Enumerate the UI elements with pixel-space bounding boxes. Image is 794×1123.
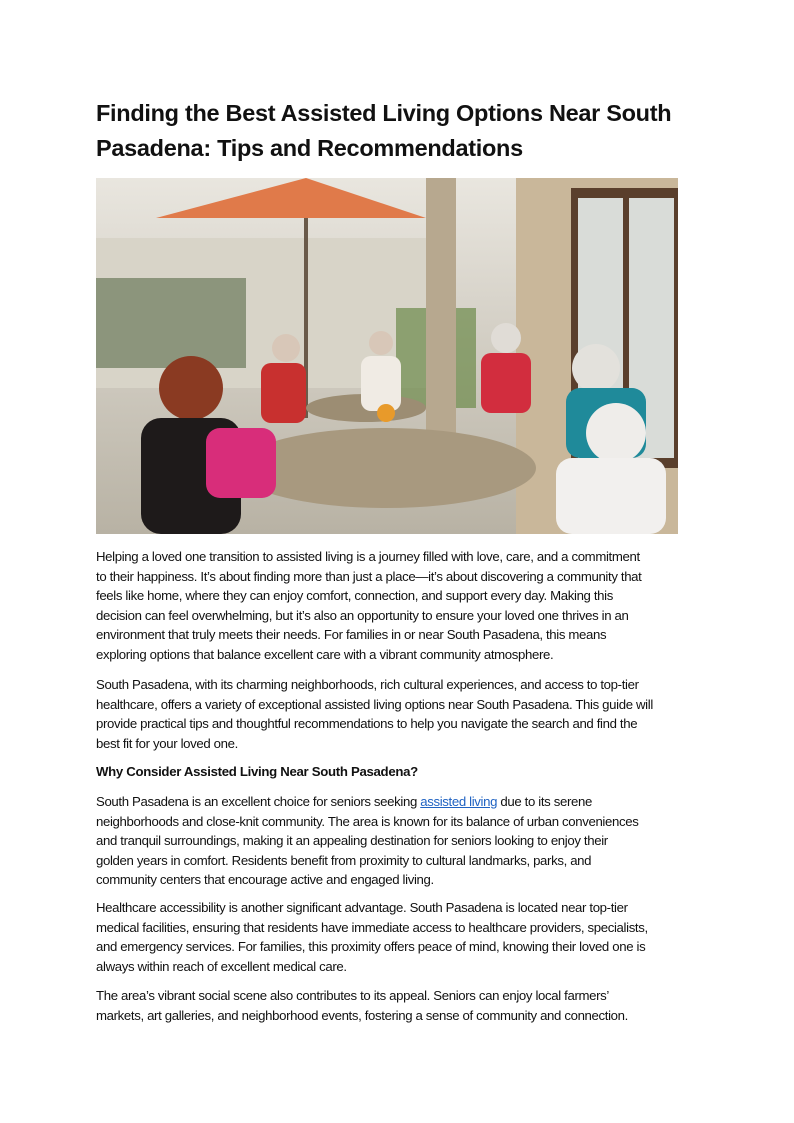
- section-heading: Why Consider Assisted Living Near South Pasadena?: [96, 764, 418, 779]
- text-line: environment that truly meets their needs. For families in or near South Pasadena, this means: [96, 627, 607, 643]
- person: [556, 458, 666, 534]
- person: [206, 428, 276, 498]
- text-line: golden years in comfort. Residents benefit from proximity to cultural landmarks, parks, and: [96, 852, 592, 868]
- text: due to its serene: [497, 794, 592, 809]
- text-line: to their happiness. It’s about finding more than just a place—it’s about discovering a community that: [96, 568, 642, 584]
- person: [572, 344, 620, 392]
- person: [159, 356, 223, 420]
- text-line: neighborhoods and close-knit community. The area is known for its balance of urban conveniences: [96, 813, 639, 829]
- person: [481, 353, 531, 413]
- overview-paragraph: [96, 675, 706, 753]
- text-line: feels like home, where they can enjoy comfort, connection, and support every day. Making this: [96, 588, 613, 604]
- person: [491, 323, 521, 353]
- person: [586, 403, 646, 463]
- title-line: Pasadena: Tips and Recommendations: [96, 135, 523, 161]
- text-line: The area’s vibrant social scene also contributes to its appeal. Seniors can enjoy local farmers’: [96, 988, 609, 1003]
- assisted-living-link[interactable]: assisted living: [420, 794, 498, 809]
- person: [361, 356, 401, 411]
- why-paragraph: [96, 792, 706, 890]
- foliage: [96, 278, 246, 368]
- text-line: medical facilities, ensuring that residents have immediate access to healthcare providers, specialists,: [96, 919, 648, 935]
- person: [261, 363, 306, 423]
- intro-paragraph: [96, 547, 706, 665]
- person: [369, 331, 393, 355]
- text-line: Helping a loved one transition to assisted living is a journey filled with love, care, and a commitment: [96, 549, 640, 564]
- person: [272, 334, 300, 362]
- text-line: markets, art galleries, and neighborhood events, fostering a sense of community and connection.: [96, 1007, 628, 1023]
- table: [236, 428, 536, 508]
- text-line: healthcare, offers a variety of exceptional assisted living options near South Pasadena. This guide will: [96, 696, 653, 712]
- text-line: always within reach of excellent medical care.: [96, 958, 347, 974]
- text-line: [96, 792, 706, 812]
- pillar: [426, 178, 456, 438]
- text-line: exploring options that balance excellent care with a vibrant community atmosphere.: [96, 646, 554, 662]
- seniors-dining-photo: [96, 178, 678, 534]
- title-line: Finding the Best Assisted Living Options Near South: [96, 100, 672, 126]
- text-line: community centers that encourage active and engaged living.: [96, 872, 434, 888]
- healthcare-paragraph: [96, 898, 706, 976]
- text-line: Healthcare accessibility is another significant advantage. South Pasadena is located near top-tier: [96, 900, 628, 915]
- text: South Pasadena is an excellent choice for seniors seeking: [96, 794, 421, 809]
- text-line: decision can feel overwhelming, but it’s also an opportunity to ensure your loved one thrives in an: [96, 607, 629, 623]
- flowers: [377, 404, 395, 422]
- text-line: best fit for your loved one.: [96, 735, 238, 751]
- page-title: [96, 96, 716, 166]
- text-line: South Pasadena, with its charming neighborhoods, rich cultural experiences, and access to top-tier: [96, 677, 639, 692]
- text-line: provide practical tips and thoughtful recommendations to help you navigate the search and find the: [96, 716, 638, 732]
- text-line: and tranquil surroundings, making it an appealing destination for seniors looking to enjoy their: [96, 833, 608, 849]
- hero-photo: [96, 178, 678, 534]
- text-line: and emergency services. For families, this proximity offers peace of mind, knowing their loved one is: [96, 939, 646, 955]
- social-paragraph: [96, 986, 706, 1025]
